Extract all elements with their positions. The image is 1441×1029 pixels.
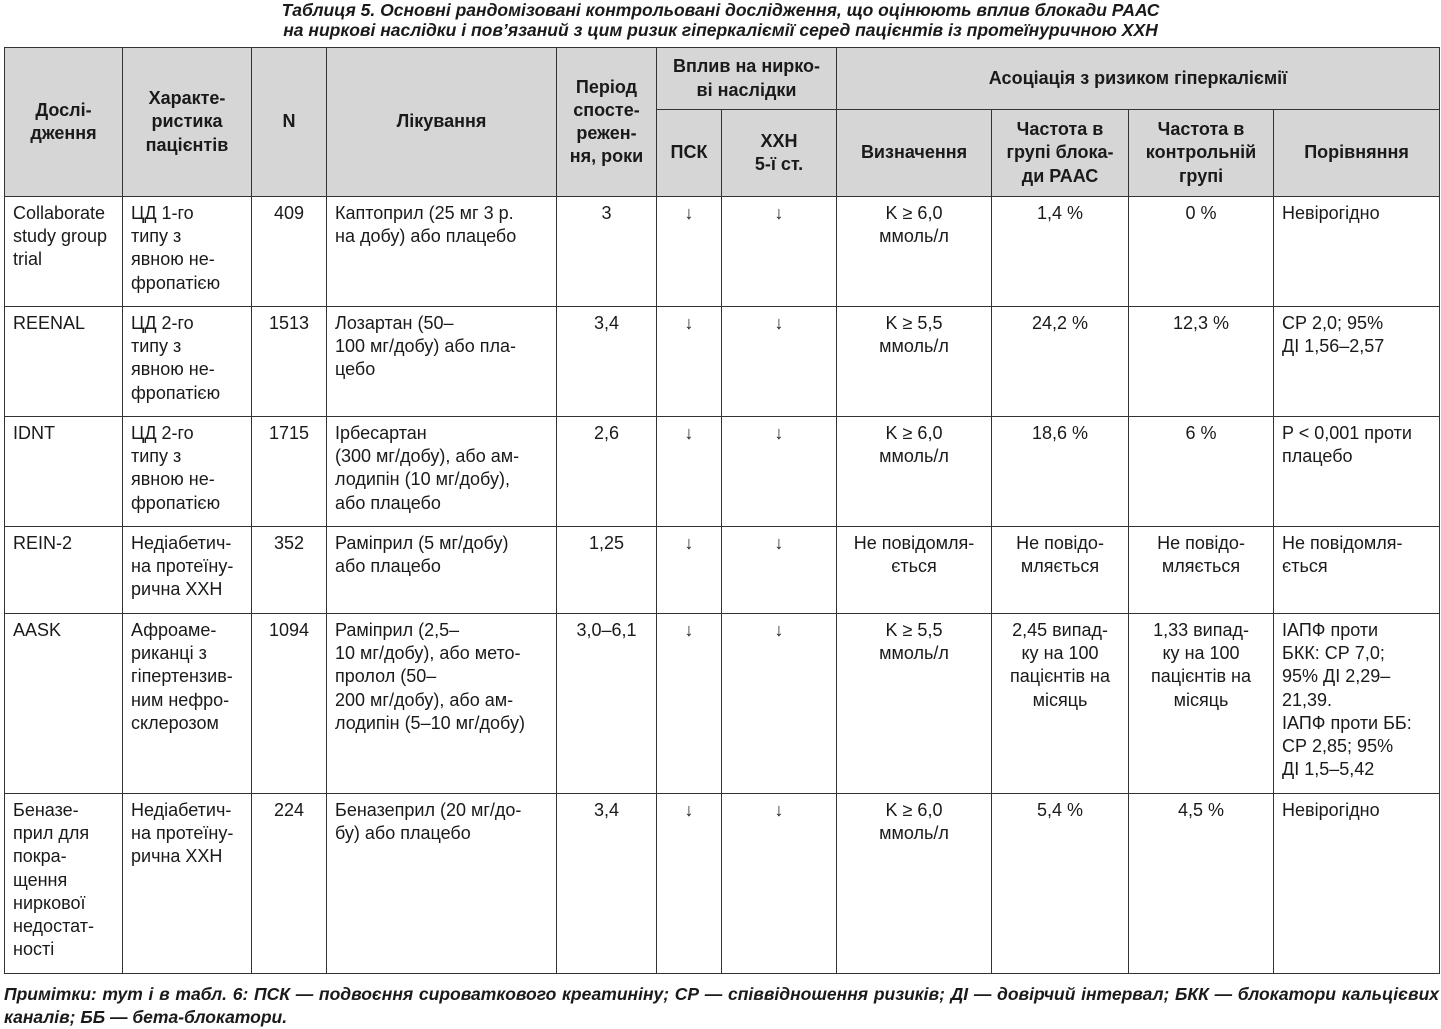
header-freq-raas: Частота в групі блока- ди РААС — [992, 110, 1129, 197]
table-row — [5, 794, 1440, 974]
cell-psk-down-arrow-icon: ↓ — [657, 794, 722, 974]
table-notes: Примітки: тут і в табл. 6: ПСК — подвоєння сироваткового креатиніну; СР — співвідношення ризиків; ДІ — довірчий інтервал; БКК — блокатори кальцієвих каналів; ББ — бета-блокатори. — [4, 984, 1439, 1027]
cell-treatment: Беназеприл (20 мг/до- бу) або плацебо — [327, 794, 557, 974]
header-freq-control: Частота в контрольній групі — [1129, 110, 1274, 197]
cell-comparison: СР 2,0; 95% ДІ 1,56–2,57 — [1274, 307, 1440, 417]
cell-freq-control: 0 % — [1129, 197, 1274, 307]
header-definition: Визначення — [837, 110, 992, 197]
cell-study: REENAL — [5, 307, 123, 417]
cell-characteristics: Афроаме- риканці з гіпертензив- ним нефро- склерозом — [123, 614, 252, 794]
header-treatment: Лікування — [327, 48, 557, 197]
cell-psk-down-arrow-icon: ↓ — [657, 197, 722, 307]
cell-definition: Не повідомля- ється — [837, 527, 992, 614]
cell-ckd5-down-arrow-icon: ↓ — [722, 614, 837, 794]
cell-n: 1094 — [252, 614, 327, 794]
cell-psk-down-arrow-icon: ↓ — [657, 307, 722, 417]
studies-table — [4, 47, 1440, 974]
cell-characteristics: Недіабетич- на протеїну- рична ХХН — [123, 794, 252, 974]
cell-n: 224 — [252, 794, 327, 974]
header-hyperkalemia-risk: Асоціація з ризиком гіперкаліємії — [837, 48, 1440, 110]
cell-treatment: Каптоприл (25 мг 3 р. на добу) або плацебо — [327, 197, 557, 307]
cell-study: AASK — [5, 614, 123, 794]
cell-characteristics: ЦД 2-го типу з явною не- фропатією — [123, 307, 252, 417]
cell-definition: K ≥ 5,5 ммоль/л — [837, 307, 992, 417]
cell-study: IDNT — [5, 417, 123, 527]
cell-comparison: Невірогідно — [1274, 197, 1440, 307]
cell-ckd5-down-arrow-icon: ↓ — [722, 794, 837, 974]
header-psk: ПСК — [657, 110, 722, 197]
table-row — [5, 614, 1440, 794]
cell-freq-raas: 24,2 % — [992, 307, 1129, 417]
cell-psk-down-arrow-icon: ↓ — [657, 417, 722, 527]
cell-comparison: Невірогідно — [1274, 794, 1440, 974]
cell-ckd5-down-arrow-icon: ↓ — [722, 527, 837, 614]
cell-comparison: P < 0,001 проти плацебо — [1274, 417, 1440, 527]
cell-freq-control: 6 % — [1129, 417, 1274, 527]
cell-ckd5-down-arrow-icon: ↓ — [722, 197, 837, 307]
cell-n: 352 — [252, 527, 327, 614]
caption-line-1: Таблиця 5. Основні рандомізовані контрольовані дослідження, що оцінюють вплив блокади РААС — [281, 0, 1160, 20]
cell-ckd5-down-arrow-icon: ↓ — [722, 307, 837, 417]
cell-comparison: ІАПФ проти БКК: СР 7,0; 95% ДІ 2,29– 21,39. ІАПФ проти ББ: СР 2,85; 95% ДІ 1,5–5,42 — [1274, 614, 1440, 794]
cell-treatment: Ірбесартан (300 мг/добу), або ам- лодипін (10 мг/добу), або плацебо — [327, 417, 557, 527]
cell-definition: K ≥ 6,0 ммоль/л — [837, 417, 992, 527]
header-n: N — [252, 48, 327, 197]
header-renal-outcomes: Вплив на нирко- ві наслідки — [657, 48, 837, 110]
cell-treatment: Раміприл (2,5– 10 мг/добу), або мето- пролол (50– 200 мг/добу), або ам- лодипін (5–10 мг/добу) — [327, 614, 557, 794]
cell-period: 3,4 — [557, 307, 657, 417]
table-row — [5, 307, 1440, 417]
cell-period: 2,6 — [557, 417, 657, 527]
table-row — [5, 527, 1440, 614]
cell-period: 1,25 — [557, 527, 657, 614]
caption-line-2: на ниркові наслідки і пов’язаний з цим ризик гіперкаліємії серед пацієнтів із протеїнуричною ХХН — [283, 20, 1158, 40]
cell-period: 3,4 — [557, 794, 657, 974]
table-row — [5, 417, 1440, 527]
cell-ckd5-down-arrow-icon: ↓ — [722, 417, 837, 527]
cell-freq-control: 4,5 % — [1129, 794, 1274, 974]
cell-characteristics: Недіабетич- на протеїну- рична ХХН — [123, 527, 252, 614]
cell-freq-control: 1,33 випад- ку на 100 пацієнтів на місяць — [1129, 614, 1274, 794]
cell-freq-raas: 2,45 випад- ку на 100 пацієнтів на місяць — [992, 614, 1129, 794]
header-comparison: Порівняння — [1274, 110, 1440, 197]
cell-study: REIN-2 — [5, 527, 123, 614]
cell-study: Collaborate study group trial — [5, 197, 123, 307]
cell-freq-control: 12,3 % — [1129, 307, 1274, 417]
cell-characteristics: ЦД 1-го типу з явною не- фропатією — [123, 197, 252, 307]
cell-n: 1715 — [252, 417, 327, 527]
cell-psk-down-arrow-icon: ↓ — [657, 527, 722, 614]
cell-study: Беназе- прил для покра- щення ниркової недостат- ності — [5, 794, 123, 974]
cell-psk-down-arrow-icon: ↓ — [657, 614, 722, 794]
cell-treatment: Лозартан (50– 100 мг/добу) або пла- цебо — [327, 307, 557, 417]
table-row — [5, 197, 1440, 307]
cell-period: 3 — [557, 197, 657, 307]
cell-definition: K ≥ 6,0 ммоль/л — [837, 197, 992, 307]
cell-freq-raas: 5,4 % — [992, 794, 1129, 974]
cell-treatment: Раміприл (5 мг/добу) або плацебо — [327, 527, 557, 614]
cell-characteristics: ЦД 2-го типу з явною не- фропатією — [123, 417, 252, 527]
cell-freq-raas: 18,6 % — [992, 417, 1129, 527]
cell-comparison: Не повідомля- ється — [1274, 527, 1440, 614]
header-characteristics: Характе- ристика пацієнтів — [123, 48, 252, 197]
cell-n: 1513 — [252, 307, 327, 417]
cell-period: 3,0–6,1 — [557, 614, 657, 794]
cell-definition: K ≥ 5,5 ммоль/л — [837, 614, 992, 794]
cell-freq-raas: Не повідо- мляється — [992, 527, 1129, 614]
cell-freq-control: Не повідо- мляється — [1129, 527, 1274, 614]
table-caption — [0, 0, 1441, 40]
header-study: Дослі- дження — [5, 48, 123, 197]
header-period: Період спосте- режен- ня, роки — [557, 48, 657, 197]
cell-n: 409 — [252, 197, 327, 307]
header-ckd5: ХХН 5-ї ст. — [722, 110, 837, 197]
cell-definition: K ≥ 6,0 ммоль/л — [837, 794, 992, 974]
cell-freq-raas: 1,4 % — [992, 197, 1129, 307]
